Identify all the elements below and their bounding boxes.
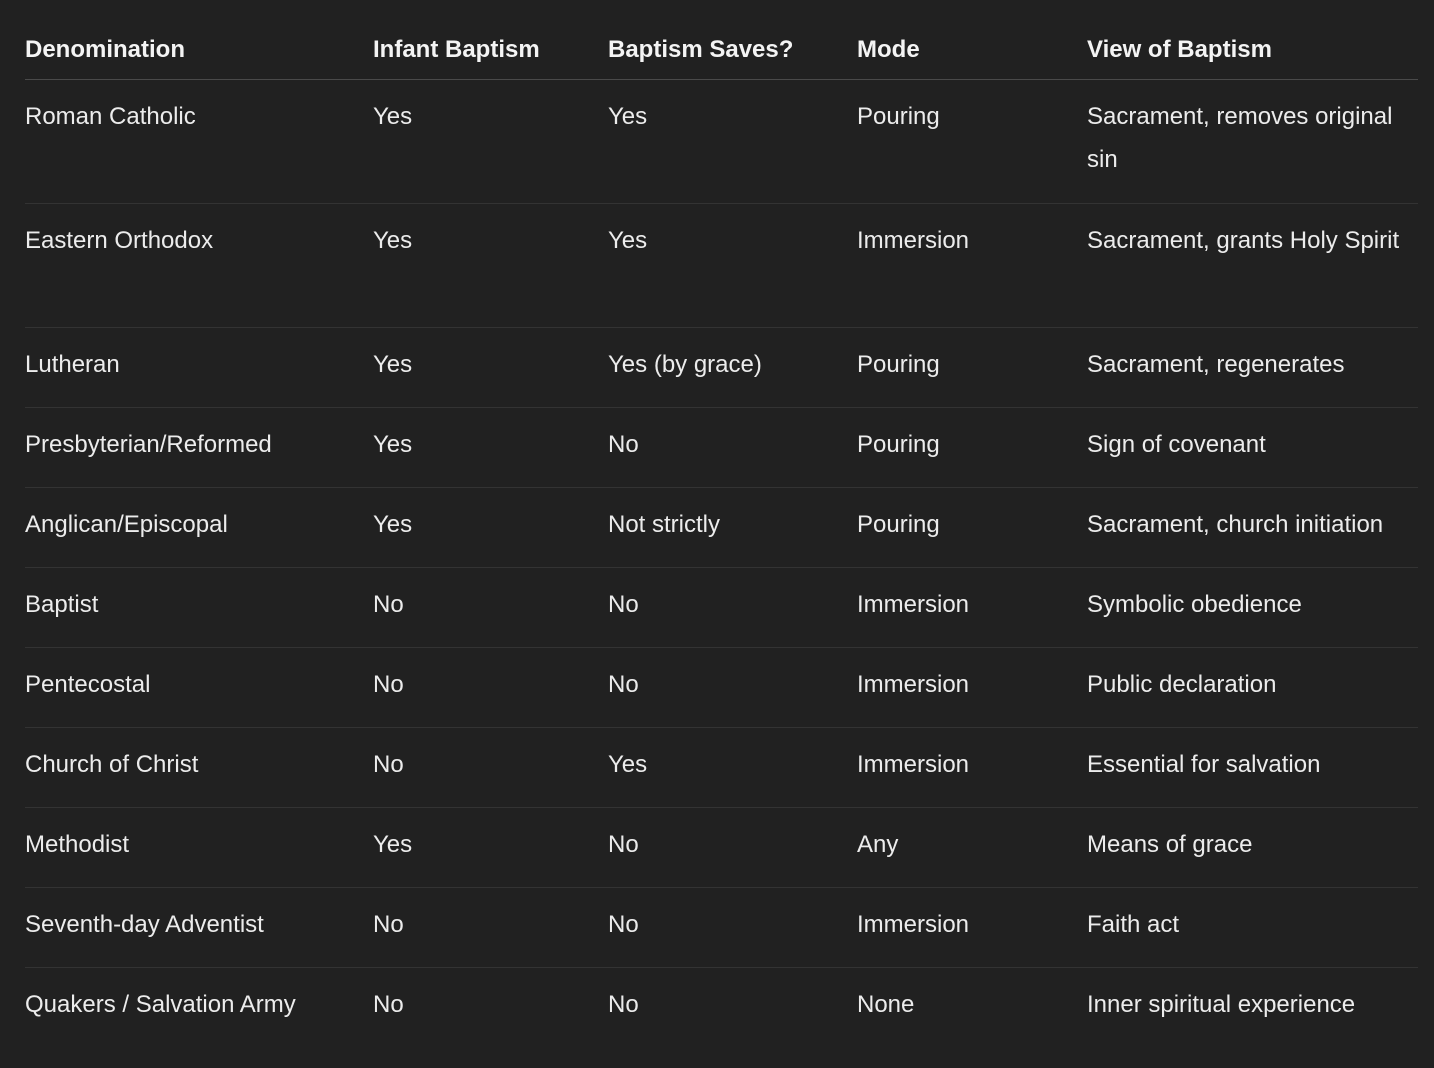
cell-mode: Pouring (857, 431, 940, 458)
column-header-denomination: Denomination (25, 36, 185, 63)
cell-view-of-baptism: Public declaration (1087, 671, 1277, 698)
cell-infant-baptism: Yes (373, 351, 413, 378)
cell-mode: None (857, 991, 915, 1018)
cell-denomination: Baptist (25, 591, 99, 618)
cell-view-of-baptism: Sign of covenant (1087, 431, 1266, 458)
cell-infant-baptism: No (373, 591, 404, 618)
cell-baptism-saves: Yes (by grace) (608, 351, 762, 378)
column-header-mode: Mode (857, 36, 920, 63)
cell-infant-baptism: Yes (373, 511, 413, 538)
cell-denomination: Pentecostal (25, 671, 151, 698)
table-row (25, 888, 1418, 968)
column-header-infant-baptism: Infant Baptism (373, 36, 540, 63)
cell-infant-baptism: Yes (373, 103, 413, 130)
cell-view-of-baptism: Sacrament, grants Holy Spirit (1087, 227, 1400, 254)
cell-baptism-saves: No (608, 991, 639, 1018)
table-row (25, 488, 1418, 568)
cell-infant-baptism: Yes (373, 227, 413, 254)
cell-baptism-saves: No (608, 831, 639, 858)
table-row (25, 728, 1418, 808)
cell-mode: Pouring (857, 351, 940, 378)
cell-denomination: Methodist (25, 831, 130, 858)
cell-denomination: Quakers / Salvation Army (25, 991, 296, 1018)
table-row (25, 204, 1418, 328)
cell-denomination: Anglican/Episcopal (25, 511, 228, 538)
table-row (25, 968, 1418, 1048)
cell-baptism-saves: Yes (608, 751, 648, 778)
table-row (25, 328, 1418, 408)
cell-mode: Immersion (857, 591, 970, 618)
cell-view-of-baptism: Sacrament, removes original sin (1087, 103, 1393, 173)
table-row (25, 648, 1418, 728)
cell-mode: Immersion (857, 227, 970, 254)
table-row (25, 408, 1418, 488)
cell-view-of-baptism: Symbolic obedience (1087, 591, 1302, 618)
cell-denomination: Lutheran (25, 351, 120, 378)
column-header-view-of-baptism: View of Baptism (1087, 36, 1272, 63)
cell-view-of-baptism: Means of grace (1087, 831, 1253, 858)
cell-mode: Immersion (857, 671, 970, 698)
cell-mode: Immersion (857, 751, 970, 778)
cell-view-of-baptism: Faith act (1087, 911, 1180, 938)
baptism-comparison-table (25, 20, 1418, 1048)
cell-baptism-saves: No (608, 911, 639, 938)
cell-baptism-saves: Yes (608, 103, 648, 130)
cell-mode: Pouring (857, 511, 940, 538)
table-row (25, 80, 1418, 204)
cell-denomination: Presbyterian/Reformed (25, 431, 272, 458)
cell-infant-baptism: No (373, 751, 404, 778)
cell-view-of-baptism: Sacrament, regenerates (1087, 351, 1345, 378)
cell-denomination: Church of Christ (25, 751, 199, 778)
cell-mode: Immersion (857, 911, 970, 938)
cell-infant-baptism: Yes (373, 431, 413, 458)
cell-baptism-saves: No (608, 431, 639, 458)
cell-infant-baptism: No (373, 991, 404, 1018)
cell-infant-baptism: No (373, 671, 404, 698)
cell-baptism-saves: Not strictly (608, 511, 721, 538)
cell-infant-baptism: Yes (373, 831, 413, 858)
table-header-row (25, 20, 1418, 80)
cell-view-of-baptism: Essential for salvation (1087, 751, 1321, 778)
cell-view-of-baptism: Inner spiritual experience (1087, 991, 1356, 1018)
cell-baptism-saves: No (608, 591, 639, 618)
table-row (25, 808, 1418, 888)
cell-view-of-baptism: Sacrament, church initiation (1087, 511, 1384, 538)
cell-mode: Pouring (857, 103, 940, 130)
cell-denomination: Eastern Orthodox (25, 227, 214, 254)
cell-baptism-saves: No (608, 671, 639, 698)
table-row (25, 568, 1418, 648)
cell-mode: Any (857, 831, 899, 858)
cell-baptism-saves: Yes (608, 227, 648, 254)
cell-denomination: Roman Catholic (25, 103, 196, 130)
cell-infant-baptism: No (373, 911, 404, 938)
cell-denomination: Seventh-day Adventist (25, 911, 264, 938)
column-header-baptism-saves: Baptism Saves? (608, 36, 794, 63)
